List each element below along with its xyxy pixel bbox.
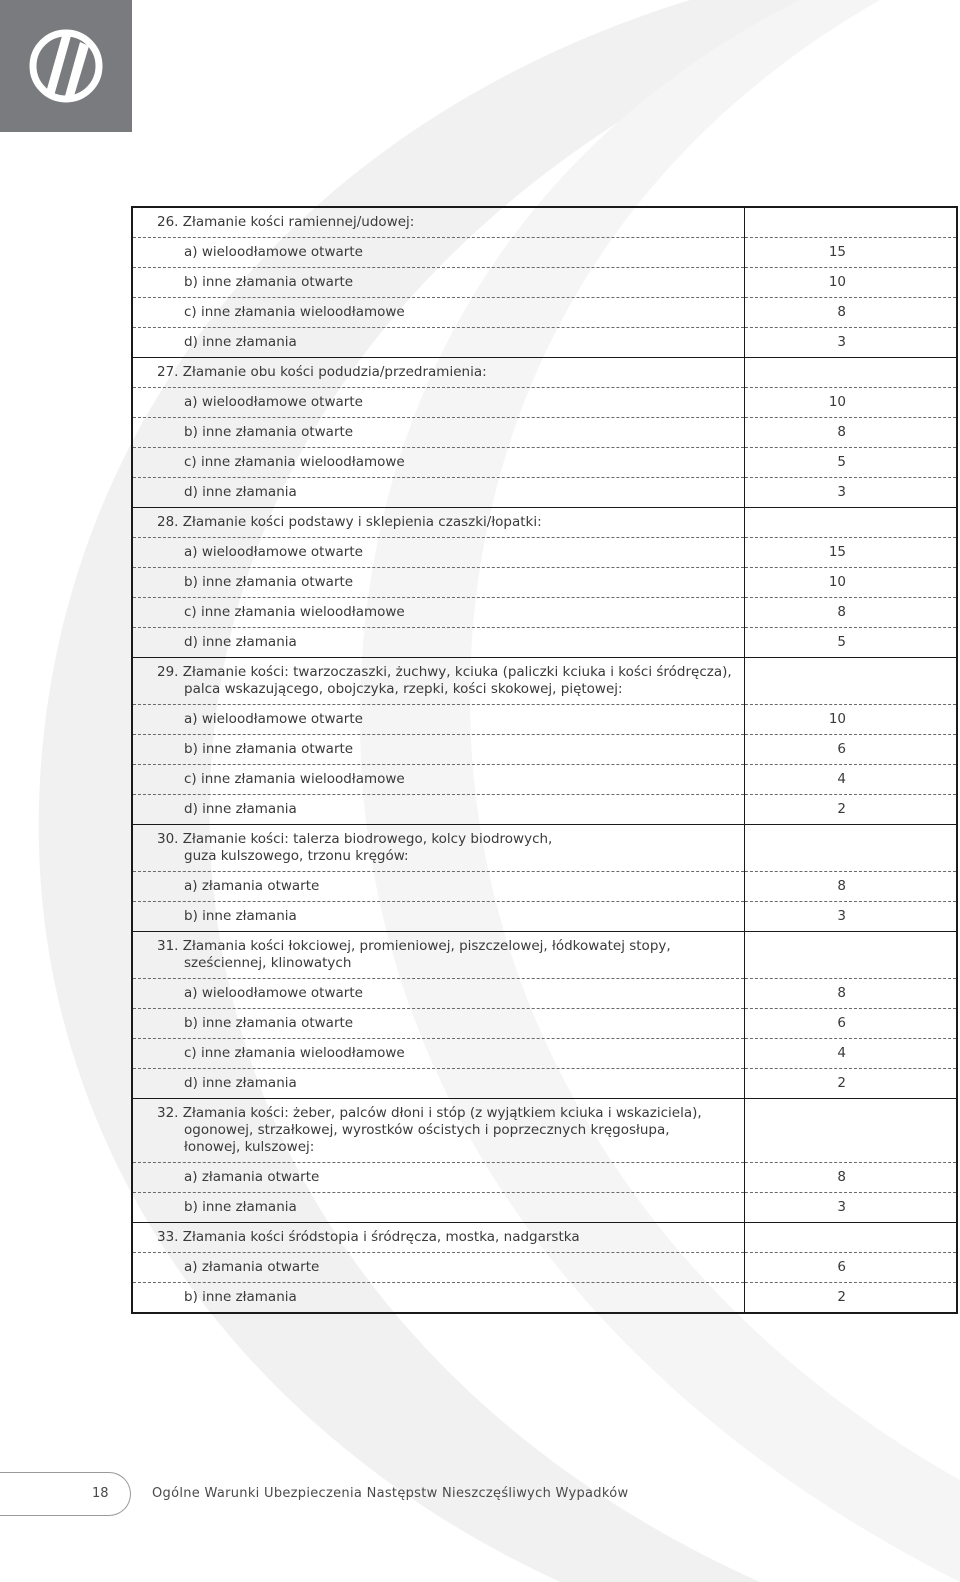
- section-title: [132, 207, 745, 238]
- percentage-value: 6: [745, 1009, 957, 1039]
- text-line: 33. Złamania kości śródstopia i śródręcza, mostka, nadgarstka: [157, 1229, 580, 1245]
- text-line: a) wieloodłamowe otwarte: [184, 244, 363, 260]
- table-row: [132, 1163, 957, 1193]
- row-description: [132, 1069, 745, 1099]
- percentage-value: 3: [745, 478, 957, 508]
- percentage-value: [745, 207, 957, 238]
- percentage-value: 10: [745, 568, 957, 598]
- percentage-value: [745, 1099, 957, 1163]
- percentage-value: 2: [745, 1283, 957, 1314]
- text-line: b) inne złamania otwarte: [184, 274, 354, 290]
- document-title: Ogólne Warunki Ubezpieczenia Następstw Nieszczęśliwych Wypadków: [152, 1486, 629, 1501]
- percentage-value: 2: [745, 1069, 957, 1099]
- text-line: c) inne złamania wieloodłamowe: [184, 304, 405, 320]
- percentage-value: 10: [745, 388, 957, 418]
- table-row: [132, 538, 957, 568]
- text-line: ogonowej, strzałkowej, wyrostków ościstych i poprzecznych kręgosłupa,: [184, 1122, 670, 1138]
- section-heading-row: [132, 207, 957, 238]
- text-line: b) inne złamania otwarte: [184, 1015, 354, 1031]
- text-line: guza kulszowego, trzonu kręgów:: [184, 848, 409, 864]
- table-row: [132, 1039, 957, 1069]
- percentage-value: 8: [745, 298, 957, 328]
- fracture-table: [131, 206, 958, 1314]
- row-description: [132, 568, 745, 598]
- table-row: [132, 902, 957, 932]
- row-description: [132, 628, 745, 658]
- percentage-value: 2: [745, 795, 957, 825]
- section-heading-row: [132, 508, 957, 538]
- row-description: [132, 538, 745, 568]
- row-description: [132, 795, 745, 825]
- section-title: [132, 825, 745, 872]
- row-description: [132, 735, 745, 765]
- text-line: b) inne złamania otwarte: [184, 741, 354, 757]
- text-line: b) inne złamania otwarte: [184, 424, 354, 440]
- text-line: d) inne złamania: [184, 801, 297, 817]
- percentage-value: 8: [745, 1163, 957, 1193]
- text-line: a) złamania otwarte: [184, 1169, 320, 1185]
- row-description: [132, 478, 745, 508]
- section-heading-row: [132, 932, 957, 979]
- percentage-value: 8: [745, 418, 957, 448]
- table-row: [132, 628, 957, 658]
- text-line: 27. Złamanie obu kości podudzia/przedramienia:: [157, 364, 487, 380]
- row-description: [132, 298, 745, 328]
- percentage-value: 5: [745, 628, 957, 658]
- section-heading-row: [132, 358, 957, 388]
- section-heading-row: [132, 825, 957, 872]
- percentage-value: [745, 358, 957, 388]
- row-description: [132, 268, 745, 298]
- percentage-value: 8: [745, 979, 957, 1009]
- row-description: [132, 872, 745, 902]
- section-heading-row: [132, 658, 957, 705]
- percentage-value: [745, 1223, 957, 1253]
- section-title: [132, 508, 745, 538]
- text-line: c) inne złamania wieloodłamowe: [184, 454, 405, 470]
- text-line: b) inne złamania: [184, 908, 297, 924]
- percentage-value: [745, 932, 957, 979]
- table-row: [132, 872, 957, 902]
- table-row: [132, 1069, 957, 1099]
- text-line: a) wieloodłamowe otwarte: [184, 394, 363, 410]
- row-description: [132, 979, 745, 1009]
- row-description: [132, 902, 745, 932]
- text-line: d) inne złamania: [184, 634, 297, 650]
- percentage-value: 6: [745, 1253, 957, 1283]
- percentage-value: 4: [745, 765, 957, 795]
- text-line: b) inne złamania: [184, 1289, 297, 1305]
- table-row: [132, 1253, 957, 1283]
- text-line: a) wieloodłamowe otwarte: [184, 985, 363, 1001]
- percentage-value: 4: [745, 1039, 957, 1069]
- text-line: sześciennej, klinowatych: [184, 955, 352, 971]
- company-logo-icon: [28, 28, 104, 104]
- page-number: 18: [92, 1486, 109, 1501]
- text-line: a) wieloodłamowe otwarte: [184, 711, 363, 727]
- text-line: a) złamania otwarte: [184, 878, 320, 894]
- table-row: [132, 735, 957, 765]
- row-description: [132, 1009, 745, 1039]
- table-row: [132, 328, 957, 358]
- text-line: b) inne złamania otwarte: [184, 574, 354, 590]
- section-title: [132, 1099, 745, 1163]
- section-title: [132, 932, 745, 979]
- section-title: [132, 1223, 745, 1253]
- table-row: [132, 568, 957, 598]
- text-line: b) inne złamania: [184, 1199, 297, 1215]
- row-description: [132, 1193, 745, 1223]
- percentage-value: 10: [745, 268, 957, 298]
- table-row: [132, 238, 957, 268]
- table-row: [132, 388, 957, 418]
- section-title: [132, 358, 745, 388]
- percentage-value: [745, 658, 957, 705]
- percentage-value: 3: [745, 1193, 957, 1223]
- table-row: [132, 765, 957, 795]
- percentage-value: 3: [745, 902, 957, 932]
- row-description: [132, 1039, 745, 1069]
- row-description: [132, 765, 745, 795]
- row-description: [132, 598, 745, 628]
- percentage-value: 8: [745, 872, 957, 902]
- text-line: c) inne złamania wieloodłamowe: [184, 771, 405, 787]
- section-heading-row: [132, 1223, 957, 1253]
- table-row: [132, 268, 957, 298]
- row-description: [132, 328, 745, 358]
- text-line: c) inne złamania wieloodłamowe: [184, 1045, 405, 1061]
- percentage-value: 3: [745, 328, 957, 358]
- row-description: [132, 418, 745, 448]
- page-footer: [0, 1472, 960, 1516]
- text-line: 31. Złamania kości łokciowej, promieniowej, piszczelowej, łódkowatej stopy,: [157, 938, 671, 954]
- table-row: [132, 298, 957, 328]
- text-line: d) inne złamania: [184, 484, 297, 500]
- table-row: [132, 598, 957, 628]
- text-line: a) złamania otwarte: [184, 1259, 320, 1275]
- section-heading-row: [132, 1099, 957, 1163]
- percentage-value: 6: [745, 735, 957, 765]
- table-row: [132, 1009, 957, 1039]
- text-line: d) inne złamania: [184, 1075, 297, 1091]
- percentage-value: [745, 825, 957, 872]
- table-row: [132, 418, 957, 448]
- row-description: [132, 1163, 745, 1193]
- table-row: [132, 1283, 957, 1314]
- row-description: [132, 448, 745, 478]
- table-row: [132, 795, 957, 825]
- table-row: [132, 478, 957, 508]
- percentage-value: 15: [745, 538, 957, 568]
- percentage-value: 8: [745, 598, 957, 628]
- text-line: palca wskazującego, obojczyka, rzepki, kości skokowej, piętowej:: [184, 681, 623, 697]
- page-number-tab: [0, 1472, 131, 1516]
- text-line: a) wieloodłamowe otwarte: [184, 544, 363, 560]
- text-line: 28. Złamanie kości podstawy i sklepienia czaszki/łopatki:: [157, 514, 542, 530]
- text-line: c) inne złamania wieloodłamowe: [184, 604, 405, 620]
- section-title: [132, 658, 745, 705]
- row-description: [132, 238, 745, 268]
- text-line: d) inne złamania: [184, 334, 297, 350]
- text-line: łonowej, kulszowej:: [184, 1139, 315, 1155]
- text-line: 30. Złamanie kości: talerza biodrowego, kolcy biodrowych,: [157, 831, 553, 847]
- text-line: 32. Złamania kości: żeber, palców dłoni i stóp (z wyjątkiem kciuka i wskaziciela),: [157, 1105, 702, 1121]
- text-line: 26. Złamanie kości ramiennej/udowej:: [157, 214, 415, 230]
- percentage-value: [745, 508, 957, 538]
- table-row: [132, 448, 957, 478]
- row-description: [132, 388, 745, 418]
- percentage-value: 10: [745, 705, 957, 735]
- logo-block: [0, 0, 132, 132]
- percentage-value: 5: [745, 448, 957, 478]
- text-line: 29. Złamanie kości: twarzoczaszki, żuchwy, kciuka (paliczki kciuka i kości śródręcza),: [157, 664, 732, 680]
- row-description: [132, 1283, 745, 1314]
- table-row: [132, 705, 957, 735]
- percentage-value: 15: [745, 238, 957, 268]
- table-row: [132, 979, 957, 1009]
- table-row: [132, 1193, 957, 1223]
- row-description: [132, 1253, 745, 1283]
- row-description: [132, 705, 745, 735]
